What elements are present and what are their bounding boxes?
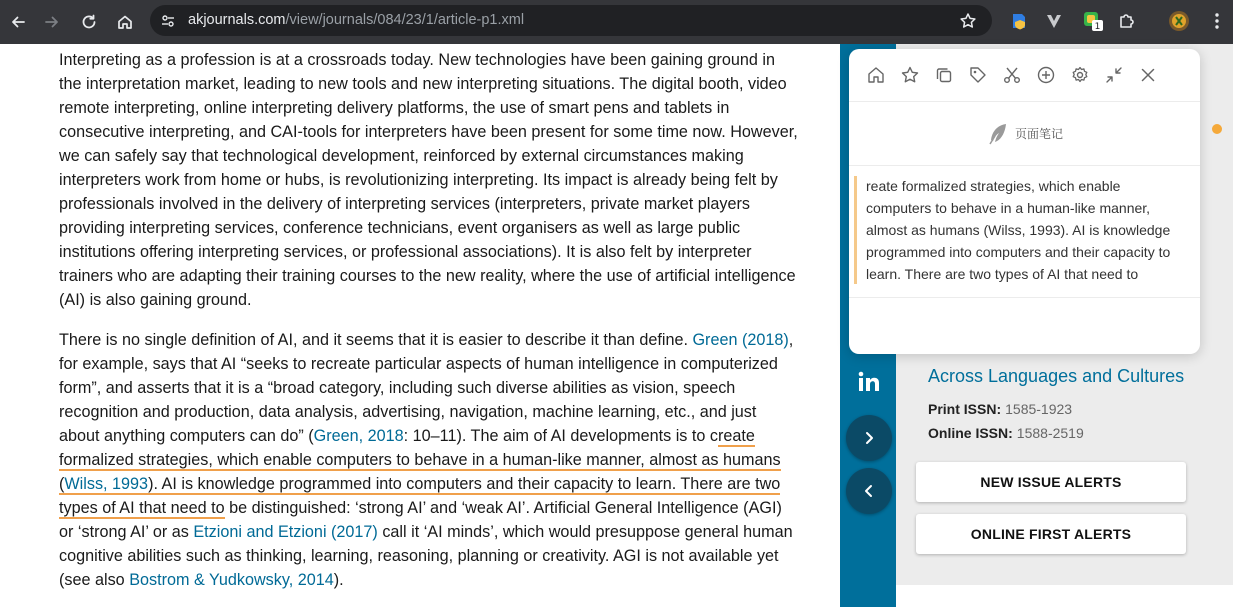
profile-avatar-icon[interactable] (1168, 10, 1190, 32)
scissors-icon[interactable] (1001, 64, 1023, 86)
citation-link-bostrom-2014[interactable]: Bostrom & Yudkowsky, 2014 (129, 571, 334, 589)
print-issn (928, 400, 1072, 418)
text-segment: : 10–11). The aim of AI developments is to c (403, 427, 718, 445)
bookmark-star-icon[interactable] (958, 11, 978, 31)
back-arrow-icon[interactable] (6, 10, 30, 34)
journal-title-link[interactable]: Across Languages and Cultures (928, 366, 1185, 386)
close-icon[interactable] (1137, 64, 1159, 86)
text-segment: , for example, says that AI “seeks to recreate particular aspects of human intelligence in computerized form”, and asserts that it is a “broad category, including such diverse abilities as vision, speech recognition and production, data analysis, advertising, navigation, machine learning, etc., and just about anything computers can do” ( (59, 331, 794, 445)
notes-header (849, 102, 1200, 166)
page-notes-popup (849, 49, 1200, 354)
extension-v-icon[interactable] (1043, 10, 1065, 32)
extensions-puzzle-icon[interactable] (1116, 10, 1138, 32)
highlighted-text: reate formalized strategies, which enable computers to behave in a human-like manner, almost as humans ( (59, 427, 781, 493)
collapse-icon[interactable] (1103, 64, 1125, 86)
home-icon[interactable] (113, 10, 137, 34)
highlighted-text: ). AI is knowledge programmed into computers and their capacity to learn. There are two types of AI that need to (59, 475, 781, 517)
gear-icon[interactable] (1069, 64, 1091, 86)
citation-link-wilss-1993[interactable]: Wilss, 1993 (64, 475, 149, 493)
quote-bar (854, 176, 857, 284)
reload-icon[interactable] (77, 10, 101, 34)
collapse-left-button[interactable] (846, 468, 892, 514)
text-segment: There is no single definition of AI, and it seems that it is easier to describe it than define. (59, 331, 693, 349)
online-issn (928, 424, 1084, 442)
article-paragraph-1: Interpreting as a profession is at a crossroads today. New technologies have been gaining ground in the interpretation market, leading to new tools and new interpreting situations. The digital booth, video remote interpreting, online interpreting delivery platforms, the use of smart pens and tablets in consecutive interpreting, and CAI-tools for interpreters have been present for some time now. However, we can safely say that technological development, reinforced by external circumstances making interpreters work from home or hubs, is revolutionizing interpreting. Its impact is already being felt by professionals involved in the delivery of interpreting services (interpreters, private market players providing interpreting services, conference technicians, event organisers as well as large public institutions offering interpreting services, or professional associations). It is also felt by interpreter trainers who are adapting their training courses to the new reality, where the use of artificial intelligence (AI) is also gaining ground. (59, 51, 798, 309)
citation-link-green-2018[interactable]: Green (2018) (692, 331, 789, 349)
text-segment: be distinguished: ‘strong AI’ and ‘weak AI’. Artificial General Intelligence (AGI) or ‘strong AI’ or as (59, 499, 782, 541)
svg-text:1: 1 (1094, 22, 1101, 32)
notification-dot (1212, 124, 1222, 134)
add-circle-icon[interactable] (1035, 64, 1057, 86)
browser-menu-icon[interactable] (1206, 10, 1228, 32)
address-bar[interactable] (150, 5, 992, 36)
print-issn-value: 1585-1923 (1005, 401, 1073, 417)
online-issn-label: Online ISSN: (928, 425, 1013, 441)
citation-link-green-2018-inline[interactable]: Green, 2018 (313, 427, 404, 445)
page-bottom-area (896, 585, 1233, 607)
article-paragraph-2 (59, 328, 799, 592)
text-segment: ). (333, 571, 344, 589)
notes-title: 页面笔记 (1015, 127, 1064, 141)
online-first-alerts-button[interactable]: ONLINE FIRST ALERTS (916, 514, 1186, 554)
feather-icon (987, 122, 1009, 146)
linkedin-icon[interactable] (857, 370, 881, 394)
new-issue-alerts-button[interactable]: NEW ISSUE ALERTS (916, 462, 1186, 502)
browser-toolbar (0, 0, 1233, 44)
site-info-icon[interactable] (159, 12, 177, 30)
extension-badge-icon[interactable] (1082, 10, 1104, 32)
chevron-left-icon (861, 483, 877, 499)
popup-toolbar (849, 49, 1200, 102)
star-icon[interactable] (899, 64, 921, 86)
url-path: /view/journals/084/23/1/article-p1.xml (285, 12, 525, 28)
expand-right-button[interactable] (846, 415, 892, 461)
extension-shield-icon[interactable] (1008, 10, 1030, 32)
note-quote-text: reate formalized strategies, which enable computers to behave in a human-like manner, almost as humans (Wilss, 1993). AI is knowledge programmed into computers and their capacity to learn. There are two types of AI that need to (866, 178, 1171, 282)
home-icon[interactable] (865, 64, 887, 86)
note-quote (849, 166, 1200, 298)
article-body (59, 48, 799, 607)
url-domain: akjournals.com (188, 12, 286, 28)
text-segment: call it ‘AI minds’, which would presuppose general human cognitive abilities such as thinking, learning, reasoning, planning or creativity. AGI is not available yet (see also (59, 523, 793, 589)
online-issn-value: 1588-2519 (1016, 425, 1084, 441)
tag-icon[interactable] (967, 64, 989, 86)
url-text (188, 12, 524, 29)
print-issn-label: Print ISSN: (928, 401, 1002, 417)
citation-link-etzioni-2017[interactable]: Etzioni and Etzioni (2017) (193, 523, 378, 541)
chevron-right-icon (861, 430, 877, 446)
copy-icon[interactable] (933, 64, 955, 86)
forward-arrow-icon[interactable] (40, 10, 64, 34)
